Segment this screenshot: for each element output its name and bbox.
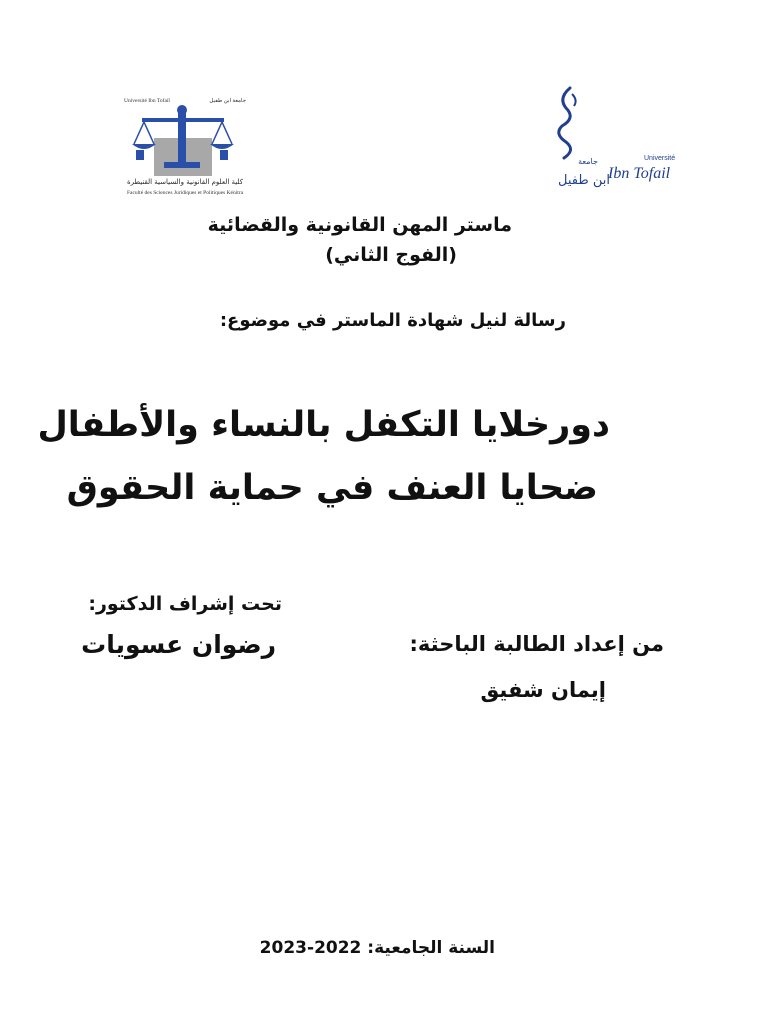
logo-right-latin-large: Ibn Tofail [608,165,671,182]
university-logo [548,80,678,198]
academic-year: السنة الجامعية: 2022-2023 [259,938,495,958]
logo-left-faculty-arabic: كلية العلوم القانونية والسياسية القنيطرة [126,178,244,186]
faculty-logo [120,92,250,200]
ibn-tofail-calligraphy-icon [548,80,678,198]
author-label: من إعداد الطالبة الباحثة: [409,632,664,656]
thesis-title-line-1: دورخلايا التكفل بالنساء والأطفال [37,405,610,445]
thesis-title-line-2: ضحايا العنف في حماية الحقوق [66,468,598,508]
scales-of-justice-icon [120,92,250,200]
supervisor-label: تحت إشراف الدكتور: [88,593,282,615]
logo-left-arabic-top: جامعة ابن طفيل [209,98,246,104]
author-name: إيمان شفيق [480,678,606,702]
master-program-title: ماستر المهن القانونية والقضائية [207,214,512,236]
logo-left-latin-top: Université Ibn Tofaïl [124,98,170,104]
logo-right-arabic-small: جامعة [578,157,598,166]
logo-left-faculty-french: Faculté des Sciences Juridiques et Politiques Kénitra [126,190,244,196]
thesis-intro: رسالة لنيل شهادة الماستر في موضوع: [219,310,566,331]
supervisor-name: رضوان عسويات [81,630,276,659]
logo-right-arabic-large: ابن طفيل [558,173,610,188]
cohort-label: (الفوج الثاني) [325,244,457,266]
logo-right-latin-small: Université [644,155,676,162]
